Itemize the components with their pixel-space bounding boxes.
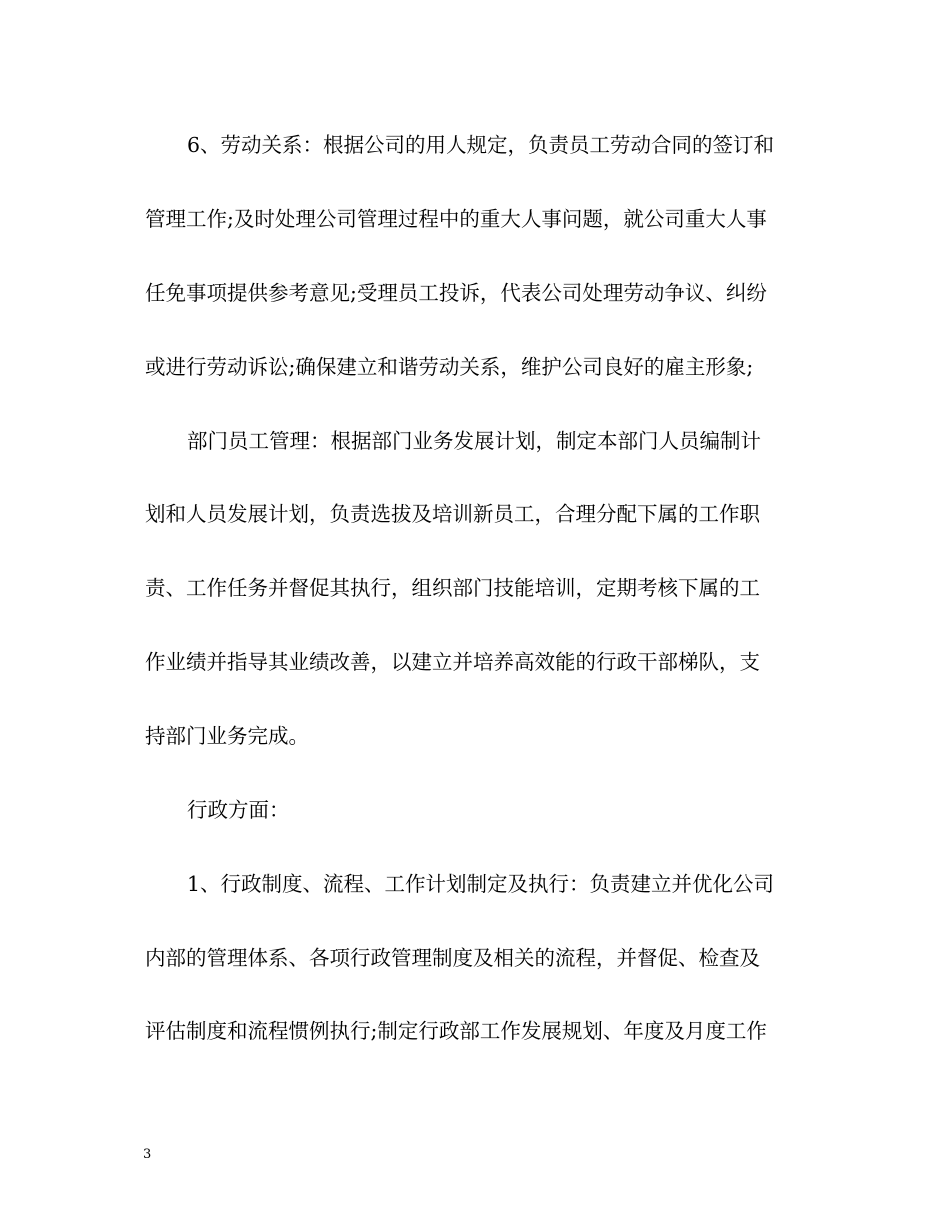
text-line: 1、行政制度、流程、工作计划制定及执行：负责建立并优化公司 <box>187 872 775 896</box>
text-line: 划和人员发展计划，负责选拔及培训新员工，合理分配下属的工作职 <box>145 502 760 526</box>
text-line: 内部的管理体系、各项行政管理制度及相关的流程，并督促、检查及 <box>145 946 760 970</box>
text-line: 评估制度和流程惯例执行;制定行政部工作发展规划、年度及月度工作 <box>145 1019 767 1043</box>
text-line: 或进行劳动诉讼;确保建立和谐劳动关系，维护公司良好的雇主形象; <box>145 355 754 379</box>
text-line: 持部门业务完成。 <box>145 724 309 748</box>
text-line: 作业绩并指导其业绩改善，以建立并培养高效能的行政干部梯队，支 <box>145 650 760 674</box>
text-line: 责、工作任务并督促其执行，组织部门技能培训，定期考核下属的工 <box>145 576 760 600</box>
text-line: 6、劳动关系：根据公司的用人规定，负责员工劳动合同的签订和 <box>187 133 775 157</box>
text-line: 行政方面： <box>187 798 290 822</box>
text-line: 管理工作;及时处理公司管理过程中的重大人事问题，就公司重大人事 <box>145 207 767 231</box>
text-line: 任免事项提供参考意见;受理员工投诉，代表公司处理劳动争议、纠纷 <box>145 281 767 305</box>
page-number: 3 <box>143 1147 152 1162</box>
text-line: 部门员工管理：根据部门业务发展计划，制定本部门人员编制计 <box>187 429 761 453</box>
